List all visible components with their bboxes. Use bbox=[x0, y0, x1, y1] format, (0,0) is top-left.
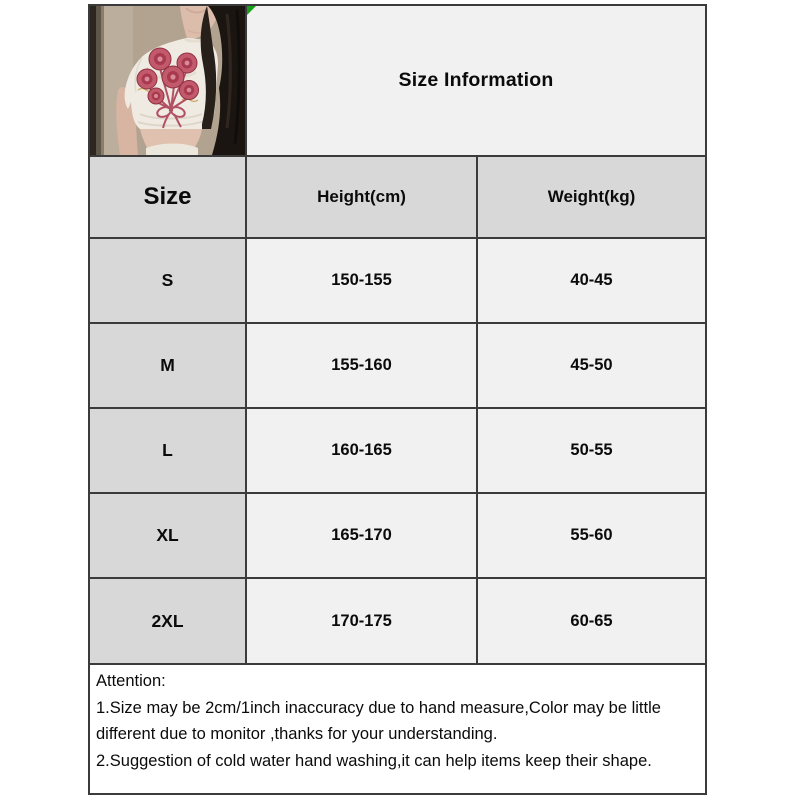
height-value-2xl: 170-175 bbox=[247, 579, 476, 663]
attention-line-1: 1.Size may be 2cm/1inch inaccuracy due to hand measure,Color may be little bbox=[96, 698, 661, 717]
excel-corner-marker-icon bbox=[247, 6, 256, 15]
column-header-height: Height(cm) bbox=[247, 157, 476, 237]
weight-value-2xl: 60-65 bbox=[478, 579, 705, 663]
attention-line-2: different due to monitor ,thanks for your understanding. bbox=[96, 725, 498, 743]
product-photo-illustration bbox=[90, 6, 245, 155]
attention-note-box bbox=[88, 663, 707, 795]
weight-value-m: 45-50 bbox=[478, 324, 705, 407]
size-label-2xl: 2XL bbox=[90, 579, 245, 663]
attention-heading: Attention: bbox=[96, 672, 166, 690]
attention-line-3: 2.Suggestion of cold water hand washing,it can help items keep their shape. bbox=[96, 751, 652, 770]
height-value-m: 155-160 bbox=[247, 324, 476, 407]
weight-value-l: 50-55 bbox=[478, 409, 705, 492]
column-header-weight: Weight(kg) bbox=[478, 157, 705, 237]
height-value-xl: 165-170 bbox=[247, 494, 476, 577]
size-label-l: L bbox=[90, 409, 245, 492]
weight-value-xl: 55-60 bbox=[478, 494, 705, 577]
size-chart-table bbox=[88, 4, 707, 665]
size-label-s: S bbox=[90, 239, 245, 322]
column-header-size: Size bbox=[90, 157, 245, 237]
size-information-title-cell bbox=[247, 6, 705, 155]
height-value-l: 160-165 bbox=[247, 409, 476, 492]
page-title: Size Information bbox=[398, 69, 554, 91]
size-label-m: M bbox=[90, 324, 245, 407]
model-midriff bbox=[140, 129, 202, 155]
size-label-xl: XL bbox=[90, 494, 245, 577]
height-value-s: 150-155 bbox=[247, 239, 476, 322]
weight-value-s: 40-45 bbox=[478, 239, 705, 322]
product-photo bbox=[90, 6, 245, 155]
